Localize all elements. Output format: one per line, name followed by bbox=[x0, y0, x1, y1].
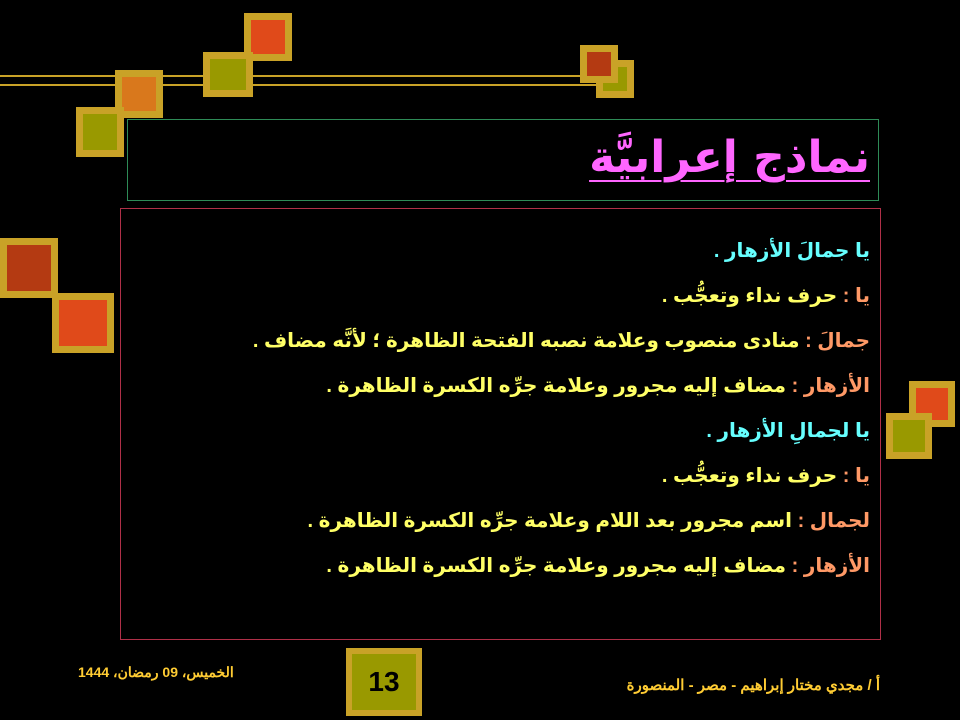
page-title: نماذج إعرابيَّة bbox=[589, 132, 870, 183]
example-line bbox=[130, 454, 870, 499]
decorative-square bbox=[886, 413, 932, 459]
example-sentence: يا جمالَ الأزهار . bbox=[713, 240, 870, 262]
example-analysis: مضاف إليه مجرور وعلامة جرِّه الكسرة الظاهرة . bbox=[326, 555, 792, 577]
decorative-square bbox=[52, 293, 114, 353]
example-line bbox=[130, 229, 870, 274]
example-term: جمالَ : bbox=[805, 330, 870, 352]
example-analysis: اسم مجرور بعد اللام وعلامة جرِّه الكسرة الظاهرة . bbox=[307, 510, 798, 532]
decorative-square bbox=[76, 107, 124, 157]
example-sentence: يا لجمالِ الأزهار . bbox=[706, 420, 870, 442]
decorative-line-top-2 bbox=[0, 84, 620, 86]
example-analysis: حرف نداء وتعجُّب . bbox=[661, 285, 843, 307]
example-line bbox=[130, 319, 870, 364]
decorative-line-top bbox=[0, 75, 620, 77]
example-line bbox=[130, 409, 870, 454]
example-term: يا : bbox=[842, 285, 870, 307]
example-term: لجمال : bbox=[797, 510, 870, 532]
footer-date: الخميس، 09 رمضان، 1444 bbox=[78, 664, 234, 680]
examples-list bbox=[130, 229, 870, 589]
example-analysis: حرف نداء وتعجُّب . bbox=[661, 465, 843, 487]
example-term: الأزهار : bbox=[791, 555, 870, 577]
example-analysis: منادى منصوب وعلامة نصبه الفتحة الظاهرة ؛ لأنَّه مضاف . bbox=[252, 330, 806, 352]
content-box bbox=[120, 208, 881, 640]
example-term: الأزهار : bbox=[791, 375, 870, 397]
footer-author: أ / مجدي مختار إبراهيم - مصر - المنصورة bbox=[626, 677, 880, 694]
page-number: 13 bbox=[368, 666, 400, 697]
example-line bbox=[130, 364, 870, 409]
example-line bbox=[130, 499, 870, 544]
example-term: يا : bbox=[842, 465, 870, 487]
title-box bbox=[127, 119, 879, 201]
example-analysis: مضاف إليه مجرور وعلامة جرِّه الكسرة الظاهرة . bbox=[326, 375, 792, 397]
example-line bbox=[130, 544, 870, 589]
page-number-box bbox=[346, 648, 422, 716]
decorative-square bbox=[203, 52, 253, 97]
example-line bbox=[130, 274, 870, 319]
decorative-square bbox=[580, 45, 618, 83]
decorative-square bbox=[0, 238, 58, 298]
